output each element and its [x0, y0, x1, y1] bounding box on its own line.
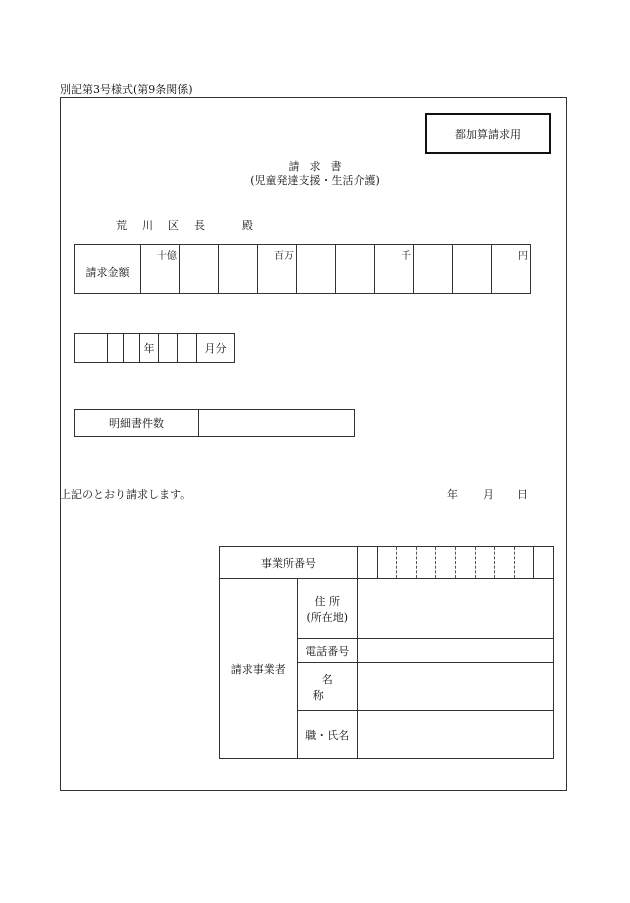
requester-label-cell: [220, 579, 298, 759]
amount-unit-label: 千: [401, 251, 411, 262]
provider-table: [219, 546, 554, 759]
address-sub-label: (所在地): [306, 610, 349, 624]
amount-digit-cell[interactable]: [258, 245, 297, 294]
office-number-label: 事業所番号: [261, 556, 316, 570]
document-title: 請求書: [288, 160, 352, 173]
month-label: 月分: [204, 342, 227, 355]
amount-unit-label: [255, 251, 257, 253]
year-digit-cell[interactable]: [108, 334, 124, 363]
amount-digit-cell[interactable]: [414, 245, 453, 294]
address-field[interactable]: [358, 579, 554, 639]
amount-unit-label: [489, 251, 491, 253]
title-name-label-cell: [297, 711, 357, 759]
detail-count-table: [74, 409, 355, 437]
amount-table: [74, 244, 531, 294]
detail-count-label: 明細書件数: [109, 417, 164, 430]
requester-label: 請求事業者: [230, 662, 286, 676]
amount-unit-label: [216, 251, 218, 253]
address-label: 住 所: [314, 594, 341, 608]
detail-count-value[interactable]: [199, 410, 355, 437]
name-label: 名 称: [312, 672, 351, 702]
date-day-label: 日: [517, 488, 528, 501]
recipient: 荒川区長: [116, 219, 220, 232]
amount-digit-cell[interactable]: [453, 245, 492, 294]
office-number-digit[interactable]: [377, 547, 397, 579]
office-number-digit[interactable]: [455, 547, 475, 579]
title-name-label: 職・氏名: [305, 728, 350, 742]
amount-digit-cell[interactable]: [219, 245, 258, 294]
document-subtitle: (児童発達支援・生活介護): [250, 174, 380, 187]
amount-unit-label: [372, 251, 374, 253]
detail-count-label-cell: [75, 410, 199, 437]
form-number: 別記第3号様式(第9条関係): [60, 83, 193, 96]
stamp-label: 都加算請求用: [455, 127, 521, 141]
office-number-digit[interactable]: [534, 547, 554, 579]
month-digit-cell[interactable]: [178, 334, 197, 363]
office-number-label-cell: [220, 547, 358, 579]
amount-digit-cell[interactable]: [492, 245, 531, 294]
era-cell[interactable]: [75, 334, 108, 363]
month-label-cell: [197, 334, 235, 363]
address-label-cell: [297, 579, 357, 639]
amount-unit-label: 十億: [157, 251, 177, 262]
amount-digit-cell[interactable]: [336, 245, 375, 294]
amount-digit-cell[interactable]: [297, 245, 336, 294]
amount-label: 請求金額: [85, 266, 130, 279]
office-number-digit[interactable]: [475, 547, 495, 579]
month-digit-cell[interactable]: [159, 334, 178, 363]
office-number-digit[interactable]: [514, 547, 534, 579]
recipient-honorific: 殿: [242, 219, 253, 232]
phone-label-cell: [297, 639, 357, 663]
date-month-label: 月: [483, 488, 494, 501]
amount-digit-cell[interactable]: [180, 245, 219, 294]
request-statement: 上記のとおり請求します。: [60, 488, 192, 501]
phone-label: 電話番号: [305, 644, 350, 658]
title-name-field[interactable]: [358, 711, 554, 759]
amount-label-cell: [75, 245, 141, 294]
office-number-digit[interactable]: [495, 547, 515, 579]
office-number-digit[interactable]: [358, 547, 378, 579]
amount-digit-cell[interactable]: [141, 245, 180, 294]
billing-period-table: [74, 333, 235, 363]
stamp-box: [425, 113, 551, 154]
amount-unit-label: [333, 251, 335, 253]
amount-unit-label: 百万: [274, 251, 294, 262]
year-label-cell: [140, 334, 159, 363]
name-label-cell: [297, 663, 357, 711]
office-number-digit[interactable]: [416, 547, 436, 579]
amount-unit-label: [450, 251, 452, 253]
office-number-digit[interactable]: [436, 547, 456, 579]
date-year-label: 年: [447, 488, 458, 501]
name-field[interactable]: [358, 663, 554, 711]
year-label: 年: [143, 342, 155, 355]
year-digit-cell[interactable]: [124, 334, 140, 363]
amount-unit-label: 円: [518, 251, 528, 262]
office-number-digit[interactable]: [397, 547, 417, 579]
amount-digit-cell[interactable]: [375, 245, 414, 294]
phone-field[interactable]: [358, 639, 554, 663]
